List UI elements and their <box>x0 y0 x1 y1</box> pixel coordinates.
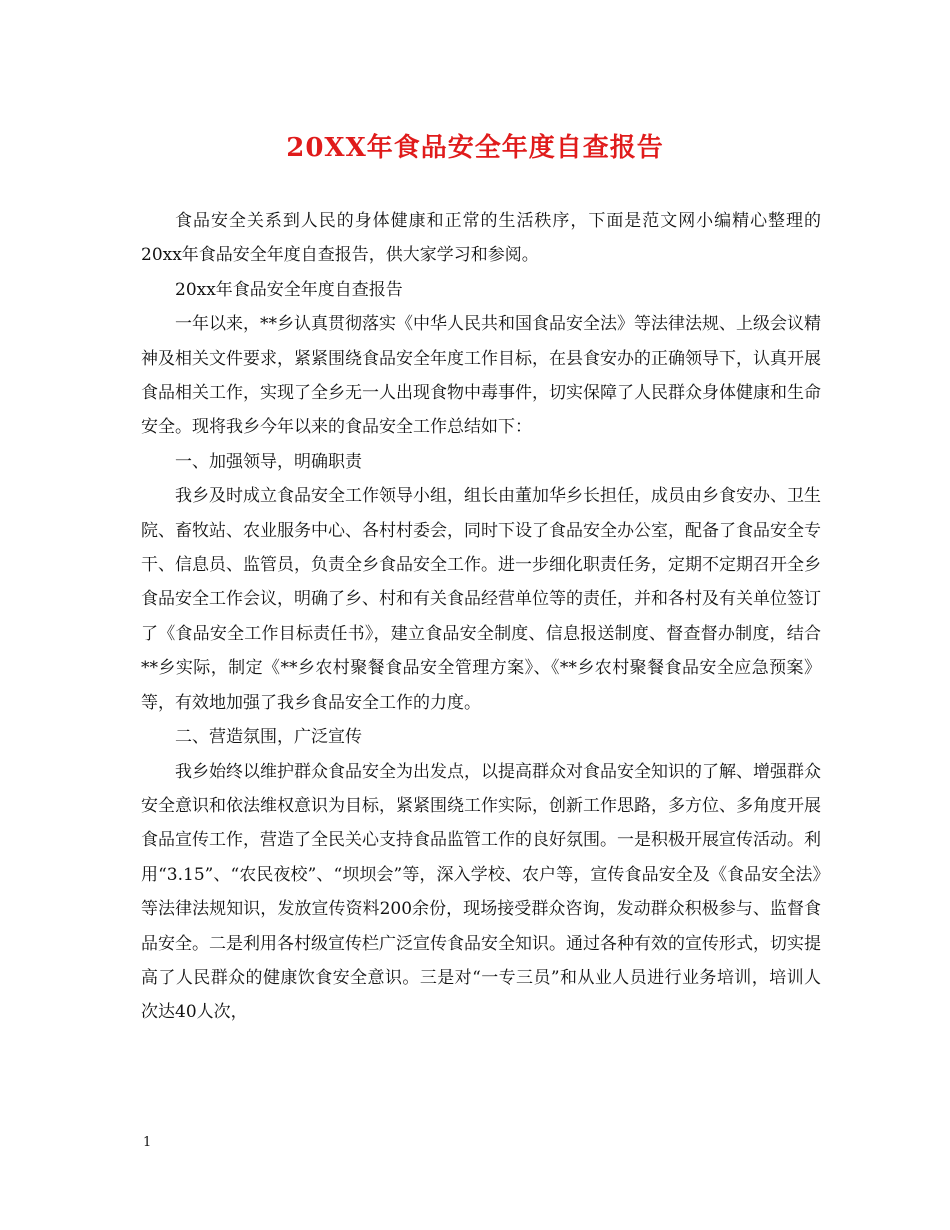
page-number: 1 <box>143 1135 152 1150</box>
section-1-paragraph: 我乡及时成立食品安全工作领导小组，组长由董加华乡长担任，成员由乡食安办、卫生院、畜牧站、农业服务中心、各村村委会，同时下设了食品安全办公室，配备了食品安全专干、信息员、监管员，负责全乡食品安全工作。进一步细化职责任务，定期不定期召开全乡食品安全工作会议，明确了乡、村和有关食品经营单位等的责任，并和各村及有关单位签订了《食品安全工作目标责任书》，建立食品安全制度、信息报送制度、督查督办制度，结合**乡实际，制定《**乡农村聚餐食品安全管理方案》、《**乡农村聚餐食品安全应急预案》等，有效地加强了我乡食品安全工作的力度。 <box>141 486 821 713</box>
report-subtitle: 20xx年食品安全年度自查报告 <box>175 279 403 300</box>
section-2-heading: 二、营造氛围，广泛宣传 <box>175 727 362 748</box>
document-body <box>141 204 821 1030</box>
section-1-heading: 一、加强领导，明确职责 <box>175 451 362 472</box>
overview-paragraph: 一年以来，**乡认真贯彻落实《中华人民共和国食品安全法》等法律法规、上级会议精神及相关文件要求，紧紧围绕食品安全年度工作目标，在县食安办的正确领导下，认真开展食品相关工作，实现了全乡无一人出现食物中毒事件，切实保障了人民群众身体健康和生命安全。现将我乡今年以来的食品安全工作总结如下： <box>141 314 821 438</box>
intro-paragraph: 食品安全关系到人民的身体健康和正常的生活秩序，下面是范文网小编精心整理的20xx年食品安全年度自查报告，供大家学习和参阅。 <box>141 211 821 266</box>
section-2-paragraph: 我乡始终以维护群众食品安全为出发点，以提高群众对食品安全知识的了解、增强群众安全意识和依法维权意识为目标，紧紧围绕工作实际，创新工作思路，多方位、多角度开展食品宣传工作，营造了全民关心支持食品监管工作的良好氛围。一是积极开展宣传活动。利用“3.15”、“农民夜校”、“坝坝会”等，深入学校、农户等，宣传食品安全及《食品安全法》等法律法规知识，发放宣传资料200余份，现场接受群众咨询，发动群众积极参与、监督食品安全。二是利用各村级宣传栏广泛宣传食品安全知识。通过各种有效的宣传形式，切实提高了人民群众的健康饮食安全意识。三是对“一专三员”和从业人员进行业务培训，培训人次达40人次， <box>141 761 821 1023</box>
document-title: 20XX年食品安全年度自查报告 <box>286 133 664 163</box>
